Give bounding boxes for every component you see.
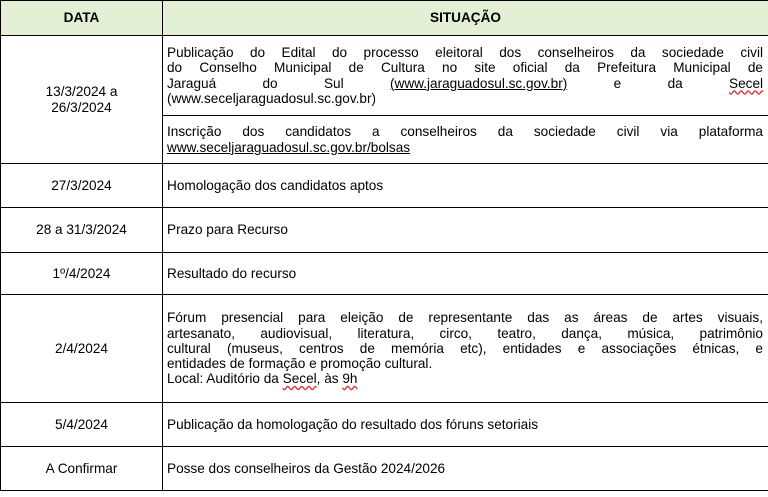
header-situation: SITUAÇÃO	[163, 1, 768, 36]
date-cell: A Confirmar	[1, 447, 163, 491]
prefeitura-link[interactable]: (www.jaraguadosul.sc.gov.br)	[389, 75, 568, 91]
text-fragment: Sul	[323, 75, 344, 91]
text-fragment: Jaraguá	[167, 75, 217, 91]
table-row	[1, 253, 768, 295]
situation-cell: Prazo para Recurso	[163, 208, 768, 253]
situation-line: do Conselho Municipal de Cultura no site oficial da Prefeitura Municipal de	[167, 60, 763, 76]
table-row	[1, 208, 768, 253]
situation-line: cultural (museus, centros de memória etc), entidades e associações étnicas, e	[167, 340, 763, 356]
table-row	[1, 447, 768, 491]
date-cell: 28 a 31/3/2024	[1, 208, 163, 253]
date-cell	[1, 36, 163, 164]
table-row	[1, 295, 768, 403]
date-line: 26/3/2024	[51, 99, 112, 115]
text-fragment: 9h	[342, 371, 358, 387]
text-fragment: , às	[316, 371, 339, 387]
text-fragment: Secel	[729, 75, 764, 91]
situation-cell: Homologação dos candidatos aptos	[163, 164, 768, 208]
situation-line	[167, 76, 763, 91]
table-row	[1, 403, 768, 447]
bolsas-link[interactable]: www.seceljaraguadosul.sc.gov.br/bolsas	[167, 139, 411, 155]
text-fragment: Local: Auditório da	[167, 371, 279, 387]
text-fragment: e	[613, 75, 622, 91]
text-fragment: Secel	[282, 371, 317, 387]
situation-line	[167, 140, 763, 155]
date-line: 13/3/2024 a	[45, 84, 118, 100]
secel-link[interactable]: (www.seceljaraguadosul.sc.gov.br)	[167, 90, 377, 106]
date-cell: 2/4/2024	[1, 295, 163, 403]
text-fragment: do	[262, 75, 278, 91]
situation-line: entidades de formação e promoção cultural.	[167, 356, 433, 372]
date-cell: 27/3/2024	[1, 164, 163, 208]
situation-cell: Resultado do recurso	[163, 253, 768, 295]
situation-cell: Publicação da homologação do resultado dos fóruns setoriais	[163, 403, 768, 447]
situation-line: Fórum presencial para eleição de representante das as áreas de artes visuais,	[167, 310, 763, 326]
header-date: DATA	[1, 1, 163, 36]
situation-cell	[163, 295, 768, 403]
table-row	[1, 36, 768, 116]
table-row	[1, 164, 768, 208]
date-cell: 1º/4/2024	[1, 253, 163, 295]
situation-line: Inscrição dos candidatos a conselheiros da sociedade civil via plataforma	[167, 124, 763, 140]
situation-line: Publicação do Edital do processo eleitoral dos conselheiros da sociedade civil	[167, 45, 763, 61]
situation-cell	[163, 36, 768, 116]
header-row	[1, 1, 768, 36]
text-fragment: da	[667, 75, 683, 91]
location-line	[167, 371, 763, 386]
date-cell: 5/4/2024	[1, 403, 163, 447]
situation-line: artesanato, audiovisual, literatura, circo, teatro, dança, música, patrimônio	[167, 325, 763, 341]
situation-cell: Posse dos conselheiros da Gestão 2024/2026	[163, 447, 768, 491]
situation-cell	[163, 116, 768, 164]
